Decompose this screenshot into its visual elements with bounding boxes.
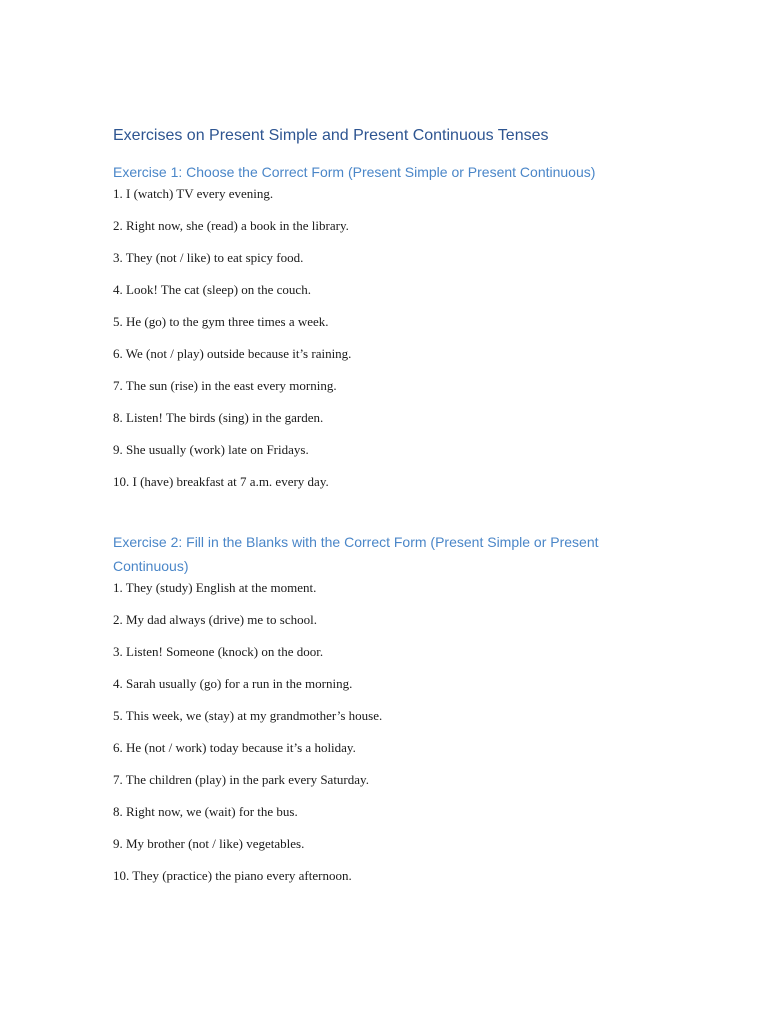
- list-item: 1. I (watch) TV every evening.: [113, 186, 274, 201]
- exercise-2-section: [113, 530, 653, 886]
- exercise-2-heading: Exercise 2: Fill in the Blanks with the Correct Form (Present Simple or Present Continuous): [113, 534, 599, 574]
- exercise-1-heading: Exercise 1: Choose the Correct Form (Present Simple or Present Continuous): [113, 164, 596, 180]
- list-item: 3. They (not / like) to eat spicy food.: [113, 250, 304, 265]
- list-item: 10. They (practice) the piano every afternoon.: [113, 868, 352, 883]
- list-item: 5. He (go) to the gym three times a week.: [113, 314, 329, 329]
- list-item: 9. She usually (work) late on Fridays.: [113, 442, 309, 457]
- list-item: 7. The children (play) in the park every Saturday.: [113, 772, 369, 787]
- list-item: 6. We (not / play) outside because it’s raining.: [113, 346, 352, 361]
- list-item: 9. My brother (not / like) vegetables.: [113, 836, 305, 851]
- list-item: 6. He (not / work) today because it’s a holiday.: [113, 740, 356, 755]
- list-item: 8. Right now, we (wait) for the bus.: [113, 804, 298, 819]
- list-item: 4. Look! The cat (sleep) on the couch.: [113, 282, 311, 297]
- document-title: Exercises on Present Simple and Present Continuous Tenses: [113, 127, 549, 144]
- list-item: 5. This week, we (stay) at my grandmother’s house.: [113, 708, 383, 723]
- list-item: 1. They (study) English at the moment.: [113, 580, 317, 595]
- list-item: 3. Listen! Someone (knock) on the door.: [113, 644, 324, 659]
- document-page: [113, 124, 653, 886]
- list-item: 2. My dad always (drive) me to school.: [113, 612, 317, 627]
- exercise-2-list: [113, 578, 653, 886]
- list-item: 7. The sun (rise) in the east every morning.: [113, 378, 337, 393]
- exercise-1-section: [113, 160, 653, 492]
- list-item: 4. Sarah usually (go) for a run in the morning.: [113, 676, 353, 691]
- list-item: 8. Listen! The birds (sing) in the garden.: [113, 410, 324, 425]
- list-item: 10. I (have) breakfast at 7 a.m. every day.: [113, 474, 329, 489]
- list-item: 2. Right now, she (read) a book in the library.: [113, 218, 349, 233]
- exercise-1-list: [113, 184, 653, 492]
